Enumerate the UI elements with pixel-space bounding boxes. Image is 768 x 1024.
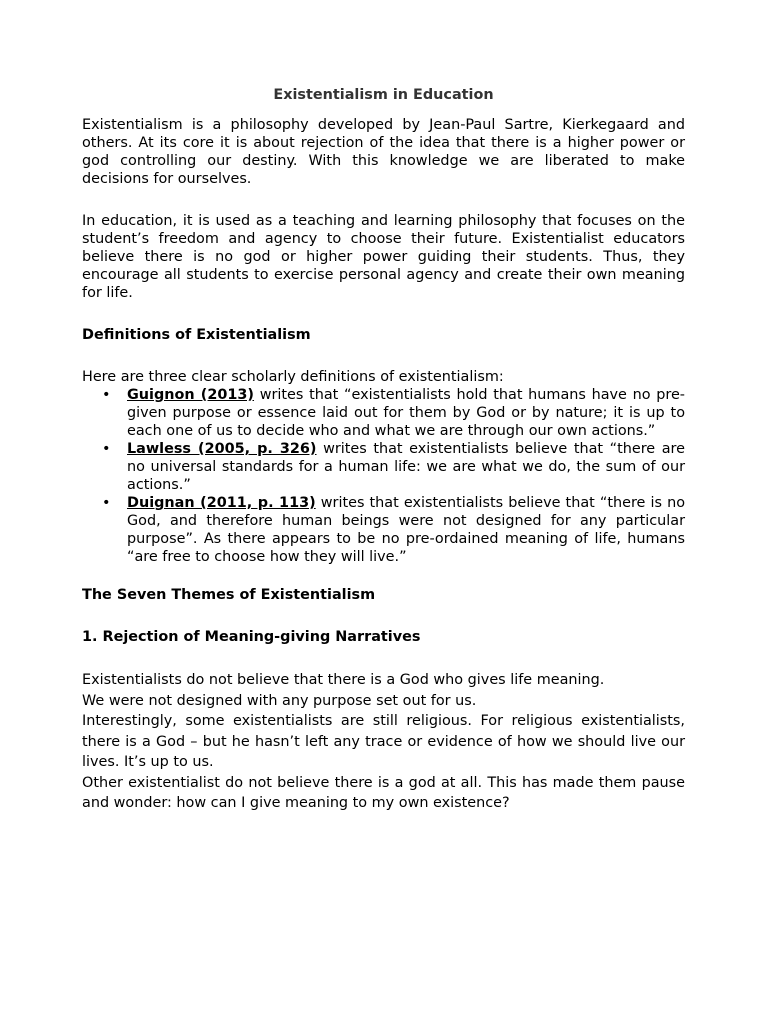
theme-1-paragraph: Other existentialist do not believe there is a god at all. This has made them pause and wonder: how can I give meaning to my own existence? [82,774,685,811]
document-title: Existentialism in Education [273,87,494,103]
themes-heading: The Seven Themes of Existentialism [82,587,376,603]
intro-paragraph-2: In education, it is used as a teaching and learning philosophy that focuses on the student’s freedom and agency to choose their future. Existentialist educators believe there is no god or higher power guiding their students. Thus, they encourage all students to exercise personal agency and create their own meaning for life. [82,213,685,301]
definition-text: writes that “existentialists hold that humans have no pre-given purpose or essence laid out for them by God or by nature; it is up to each one of us to decide who and what we are through our own actions.” [127,387,685,439]
citation-lawless: Lawless (2005, p. 326) [127,441,317,457]
definition-item [82,386,685,440]
document-content [82,86,685,814]
definition-item [82,440,685,494]
definition-text: writes that existentialists believe that “there are no universal standards for a human life: we are what we do, the sum of our actions.” [127,441,685,493]
definitions-lead: Here are three clear scholarly definitions of existentialism: [82,369,504,385]
bullet-icon: • [102,387,111,403]
citation-duignan: Duignan (2011, p. 113) [127,495,316,511]
definitions-list [82,386,685,566]
intro-paragraph-1: Existentialism is a philosophy developed by Jean-Paul Sartre, Kierkegaard and others. At its core it is about rejection of the idea that there is a higher power or god controlling our destiny. With this knowledge we are liberated to make decisions for ourselves. [82,117,685,187]
definitions-heading: Definitions of Existentialism [82,327,311,343]
theme-1-paragraph: Existentialists do not believe that there is a God who gives life meaning. [82,672,605,688]
theme-1-heading: 1. Rejection of Meaning-giving Narratives [82,629,421,645]
bullet-icon: • [102,441,111,457]
definition-item [82,494,685,566]
definition-text: writes that existentialists believe that “there is no God, and therefore human beings were not designed for any particular purpose”. As there appears to be no pre-ordained meaning of life, humans “are free to choose how they will live.” [127,495,685,565]
bullet-icon: • [102,495,111,511]
theme-1-paragraph: We were not designed with any purpose set out for us. [82,692,477,709]
theme-1-paragraph: Interestingly, some existentialists are still religious. For religious existentialists, there is a God – but he hasn’t left any trace or evidence of how we should live our lives. It’s up to us. [82,713,685,770]
citation-guignon: Guignon (2013) [127,387,255,403]
theme-1-body [82,670,685,814]
